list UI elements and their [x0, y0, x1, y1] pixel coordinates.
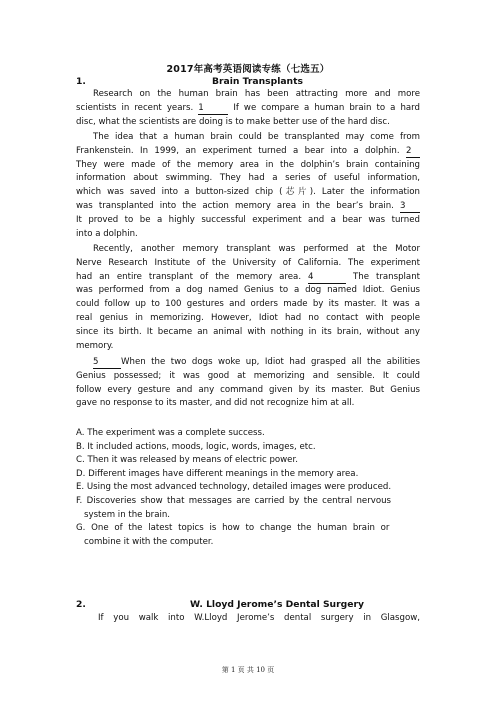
blank-3[interactable]: 3	[400, 201, 420, 213]
option-d: D. Different images have different meanings in the memory area.	[76, 468, 359, 479]
text-line: scientists in recent years. 1 If we compare a human brain to a hard	[76, 102, 421, 113]
text-line: follow every gesture and any command given by its master. But Genius	[76, 384, 420, 395]
section-1-title: Brain Transplants	[212, 76, 303, 87]
blank-1[interactable]: 1	[198, 103, 228, 115]
option-c: C. Then it was released by means of electric power.	[76, 455, 298, 466]
text-line: Genius possessed; it was good at memorizing and sensible. It could	[76, 370, 420, 381]
option-g: G. One of the latest topics is how to change the human brain or	[76, 523, 390, 534]
paragraph-1	[76, 88, 420, 129]
text-line: since its birth. It became an animal with nothing in its brain, without any	[76, 326, 420, 337]
section-2-number: 2.	[76, 599, 86, 610]
text-line: They were made of the memory area in the dolphin’s brain containing	[76, 159, 420, 170]
page-title: 2017年高考英语阅读专练（七选五）	[166, 64, 330, 75]
text-line: had an entire transplant of the memory area. 4 The transplant	[76, 271, 421, 282]
option-g-continued: combine it with the computer.	[84, 536, 214, 547]
option-e: E. Using the most advanced technology, detailed images were produced.	[76, 482, 392, 493]
text-line: was performed from a dog named Genius to a dog named Idiot. Genius	[76, 285, 420, 296]
text-line: Frankenstein. In 1999, an experiment turned a bear into a dolphin. 2	[76, 145, 420, 159]
text-line: which was saved into a button-sized chip (芯片). Later the information	[76, 187, 420, 198]
text-line: 5 When the two dogs woke up, Idiot had grasped all the abilities	[93, 357, 420, 367]
paragraph-3	[76, 243, 420, 353]
section-1-number: 1.	[76, 76, 86, 87]
text-line: Nerve Research Institute of the University of California. The experiment	[76, 257, 420, 268]
page-footer: 第 1 页 共 10 页	[221, 666, 275, 674]
option-b: B. It included actions, moods, logic, words, images, etc.	[76, 441, 316, 452]
text-line: Research on the human brain has been attracting more and more	[93, 89, 420, 99]
paragraph-4	[76, 356, 420, 411]
paragraph-section-2	[76, 612, 420, 626]
text-line: gave no response to its master, and did not recognize him at all.	[76, 398, 355, 409]
blank-2[interactable]: 2	[406, 146, 420, 158]
answer-options	[76, 427, 426, 549]
option-a: A. The experiment was a complete success.	[76, 428, 265, 438]
text-line: was transplanted into the action memory area in the bear’s brain. 3	[76, 200, 420, 214]
text-line: information about swimming. They had a series of useful information,	[76, 173, 420, 184]
blank-4[interactable]: 4	[308, 272, 346, 284]
text-line: into a dolphin.	[76, 228, 138, 239]
text-line: Recently, another memory transplant was performed at the Motor	[93, 244, 420, 254]
text-line: If you walk into W.Lloyd Jerome’s dental surgery in Glasgow,	[98, 613, 420, 623]
blank-5[interactable]: 5	[93, 357, 121, 369]
section-2-title: W. Lloyd Jerome’s Dental Surgery	[190, 599, 364, 610]
text-line: could follow up to 100 gestures and orders made by its master. It was a	[76, 299, 420, 310]
text-line: real genius in memorizing. However, Idiot had no contact with people	[76, 312, 420, 323]
text-line: The idea that a human brain could be transplanted may come from	[93, 132, 420, 142]
text-line: disc, what the scientists are doing is to make better use of the hard disc.	[76, 116, 390, 127]
text-line: It proved to be a highly successful experiment and a bear was turned	[76, 214, 420, 225]
text-line: memory.	[76, 340, 114, 351]
option-f: F. Discoveries show that messages are carried by the central nervous	[76, 495, 392, 506]
paragraph-2	[76, 131, 420, 241]
option-f-continued: system in the brain.	[84, 509, 171, 520]
